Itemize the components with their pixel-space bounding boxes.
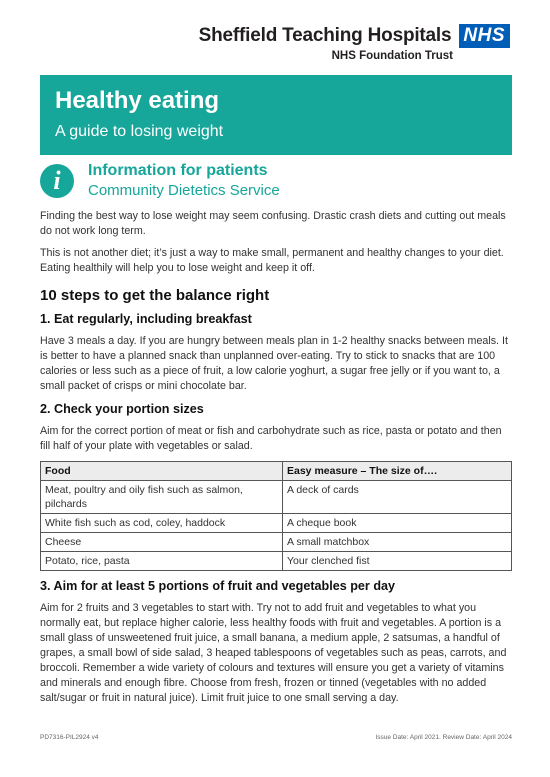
table-row [41, 552, 512, 571]
step-2-heading: 2. Check your portion sizes [40, 402, 204, 416]
info-block [40, 162, 512, 202]
steps-heading: 10 steps to get the balance right [40, 287, 270, 304]
table-header-food: Food [41, 462, 283, 481]
table-cell-food: Cheese [41, 533, 283, 552]
info-service: Community Dietetics Service [88, 182, 280, 199]
trust-subtitle: NHS Foundation Trust [331, 50, 453, 62]
table-cell-food: White fish such as cod, coley, haddock [41, 514, 283, 533]
intro-paragraph: This is not another diet; it’s just a way to make small, permanent and healthy changes to your diet. Eating healthily will help you to lose weight and keep it off. [40, 247, 504, 274]
table-cell-measure: A deck of cards [283, 481, 512, 514]
portion-table [40, 461, 512, 571]
trust-line [199, 24, 510, 48]
main-content [40, 209, 514, 713]
issue-review-dates: Issue Date: April 2021. Review Date: April 2024 [375, 734, 512, 741]
table-cell-measure: Your clenched fist [283, 552, 512, 571]
step-1-text: Have 3 meals a day. If you are hungry between meals plan in 1-2 healthy snacks between meals. It is better to have a planned snack than unplanned over-eating. Try to stick to snacks that are 100 calories or less such as a piece of fruit, a low calorie yoghurt, a sugar free jelly or if you want to, a small packet of crisps or mini chocolate bar. [40, 335, 508, 392]
table-cell-food: Potato, rice, pasta [41, 552, 283, 571]
table-cell-measure: A small matchbox [283, 533, 512, 552]
page-subtitle: A guide to losing weight [55, 123, 224, 140]
step-1-heading: 1. Eat regularly, including breakfast [40, 312, 252, 326]
table-row [41, 533, 512, 552]
table-row [41, 514, 512, 533]
table-row [41, 481, 512, 514]
step-3-heading: 3. Aim for at least 5 portions of fruit and vegetables per day [40, 579, 396, 593]
intro-paragraph: Finding the best way to lose weight may seem confusing. Drastic crash diets and cutting out meals do not work long term. [40, 210, 506, 237]
table-header-measure: Easy measure – The size of…. [283, 462, 512, 481]
nhs-logo: NHS [459, 24, 510, 48]
table-header-row [41, 462, 512, 481]
step-2-text: Aim for the correct portion of meat or fish and carbohydrate such as rice, pasta or potato and then fill half of your plate with vegetables or salad. [40, 425, 502, 452]
trust-header [199, 24, 510, 62]
title-banner [40, 75, 512, 155]
document-reference: PD7316-PIL2924 v4 [40, 734, 99, 741]
table-cell-food: Meat, poultry and oily fish such as salmon, pilchards [41, 481, 283, 514]
step-3-text: Aim for 2 fruits and 3 vegetables to start with. Try not to add fruit and vegetables to what you normally eat, but replace higher calorie, less healthy foods with fruit and vegetables. A portion is a small glass of unsweetened fruit juice, a small banana, a medium apple, 2 satsumas, a handful of grapes, a small bowl of side salad, 3 heaped tablespoons of vegetables such as peas, carrots, and broccoli. Remember a wide variety of colours and textures will ensure you get a variety of vitamins and minerals and enough fibre. Choose from fresh, frozen or tinned (vegetables with no added salt/sugar or fruit in natural juice). Limit fruit juice to one small serving a day. [40, 602, 507, 704]
trust-name: Sheffield Teaching Hospitals [198, 25, 452, 46]
info-title: Information for patients [88, 162, 268, 179]
table-cell-measure: A cheque book [283, 514, 512, 533]
info-icon: i [40, 164, 74, 198]
page-title: Healthy eating [55, 87, 220, 114]
